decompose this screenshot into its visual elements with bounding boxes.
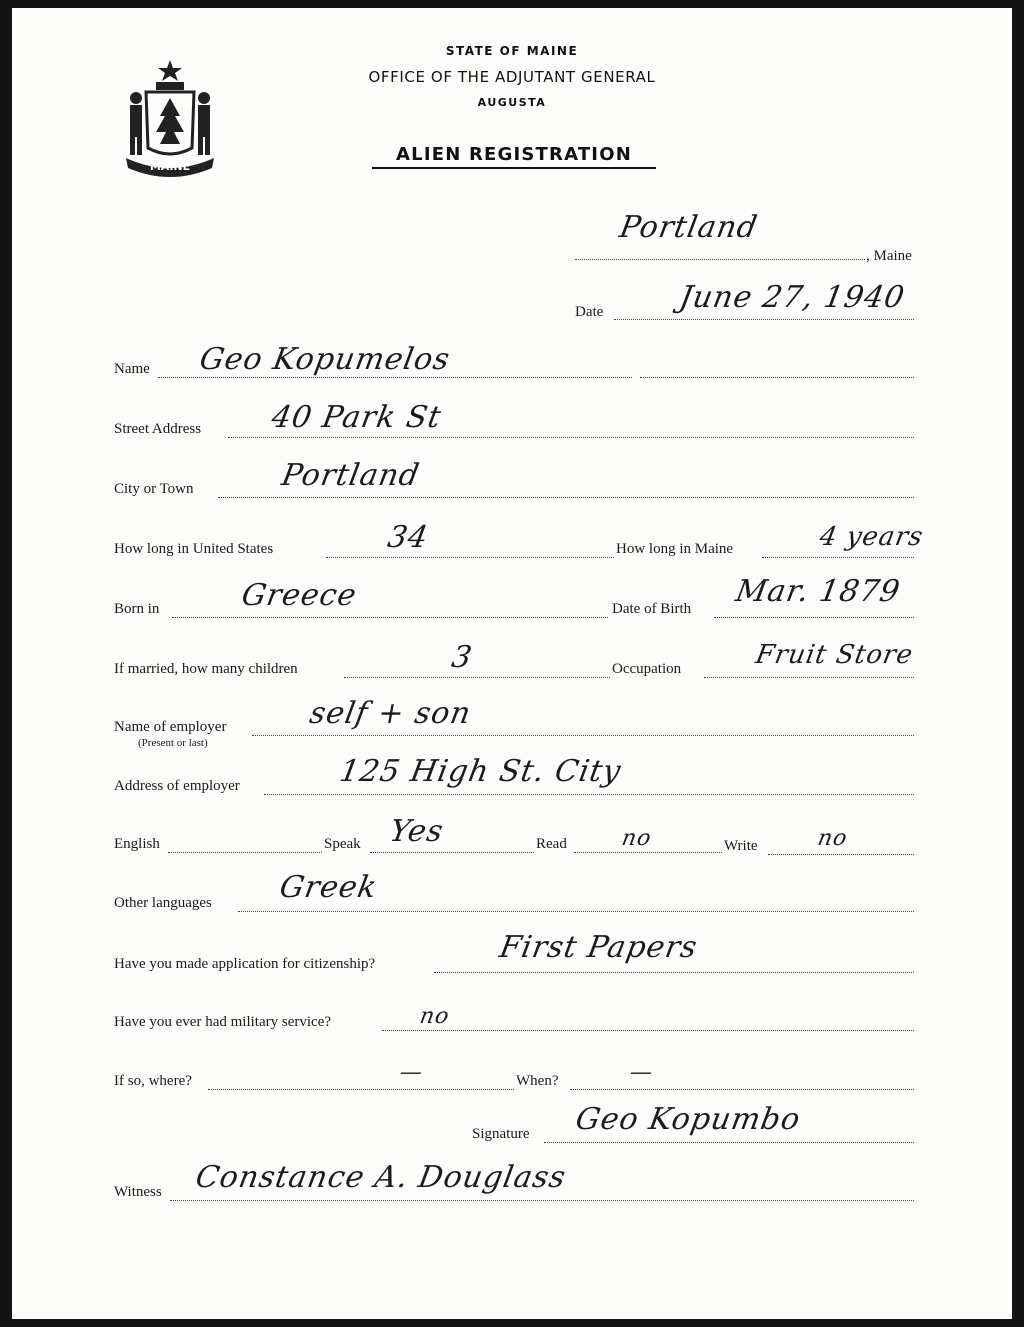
witness-line	[170, 1200, 914, 1201]
signature-label: Signature	[472, 1126, 530, 1142]
occupation-line	[704, 677, 914, 678]
other-languages-label: Other languages	[114, 895, 212, 911]
date-line	[614, 319, 914, 320]
maine-label: , Maine	[866, 248, 912, 264]
witness-label: Witness	[114, 1184, 162, 1200]
employer-note: (Present or last)	[138, 737, 208, 749]
military-line	[382, 1030, 914, 1031]
born-in-label: Born in	[114, 601, 160, 617]
seal-motto-text: MAINE	[149, 160, 191, 173]
read-label: Read	[536, 836, 567, 852]
children-value: 3	[448, 640, 476, 675]
street-address-line	[228, 437, 914, 438]
dob-value: Mar. 1879	[732, 574, 904, 609]
born-in-line	[172, 617, 608, 618]
occupation-value: Fruit Store	[753, 640, 916, 670]
state-heading: STATE OF MAINE	[445, 44, 579, 58]
employer-label: Name of employer	[114, 719, 227, 735]
where-line	[208, 1089, 514, 1090]
long-us-label: How long in United States	[114, 541, 274, 557]
employer-line	[252, 735, 914, 736]
citizenship-line	[434, 972, 914, 973]
name-line-2	[640, 377, 914, 378]
other-languages-value: Greek	[276, 870, 381, 905]
speak-label: Speak	[324, 836, 361, 852]
long-maine-line	[762, 557, 914, 558]
write-value: no	[815, 826, 850, 851]
born-in-value: Greece	[238, 578, 360, 613]
occupation-label: Occupation	[612, 661, 682, 677]
military-value: no	[417, 1004, 452, 1029]
read-line	[574, 852, 722, 853]
employer-value: self + son	[306, 696, 474, 731]
english-label: English	[114, 836, 160, 852]
military-label: Have you ever had military service?	[114, 1014, 331, 1030]
name-value: Geo Kopumelos	[196, 342, 453, 377]
speak-line	[370, 852, 534, 853]
name-line-1	[158, 377, 632, 378]
dob-label: Date of Birth	[612, 601, 692, 617]
dob-line	[714, 617, 914, 618]
form-title: ALIEN REGISTRATION	[372, 144, 656, 169]
where-value: —	[397, 1060, 426, 1085]
citizenship-label: Have you made application for citizenship?	[114, 956, 376, 972]
signature-value: Geo Kopumbo	[572, 1102, 804, 1137]
long-maine-label: How long in Maine	[616, 541, 734, 557]
signature-line	[544, 1142, 914, 1143]
city-town-value: Portland	[278, 458, 423, 493]
city-heading: AUGUSTA	[477, 96, 547, 109]
when-value: —	[627, 1060, 656, 1085]
city-town-line	[218, 497, 914, 498]
speak-value: Yes	[386, 814, 447, 849]
where-label: If so, where?	[114, 1073, 192, 1089]
street-address-value: 40 Park St	[268, 400, 445, 435]
city-town-label: City or Town	[114, 481, 194, 497]
other-languages-line	[238, 911, 914, 912]
when-line	[570, 1089, 914, 1090]
long-maine-value: 4 years	[817, 522, 926, 552]
employer-address-line	[264, 794, 914, 795]
office-heading: OFFICE OF THE ADJUTANT GENERAL	[368, 68, 656, 86]
write-line	[768, 854, 914, 855]
long-us-value: 34	[384, 520, 432, 555]
long-us-line	[326, 557, 614, 558]
date-label: Date	[575, 304, 604, 320]
read-value: no	[619, 826, 654, 851]
employer-address-label: Address of employer	[114, 778, 240, 794]
english-line	[168, 852, 322, 853]
place-line	[575, 259, 865, 260]
when-label: When?	[516, 1073, 559, 1089]
place-value: Portland	[616, 210, 761, 245]
street-address-label: Street Address	[114, 421, 202, 437]
date-value: June 27, 1940	[676, 280, 908, 315]
write-label: Write	[724, 838, 758, 854]
citizenship-value: First Papers	[496, 930, 701, 965]
children-label: If married, how many children	[114, 661, 298, 677]
witness-value: Constance A. Douglass	[192, 1160, 569, 1195]
children-line	[344, 677, 610, 678]
employer-address-value: 125 High St. City	[336, 754, 624, 789]
name-label: Name	[114, 361, 150, 377]
